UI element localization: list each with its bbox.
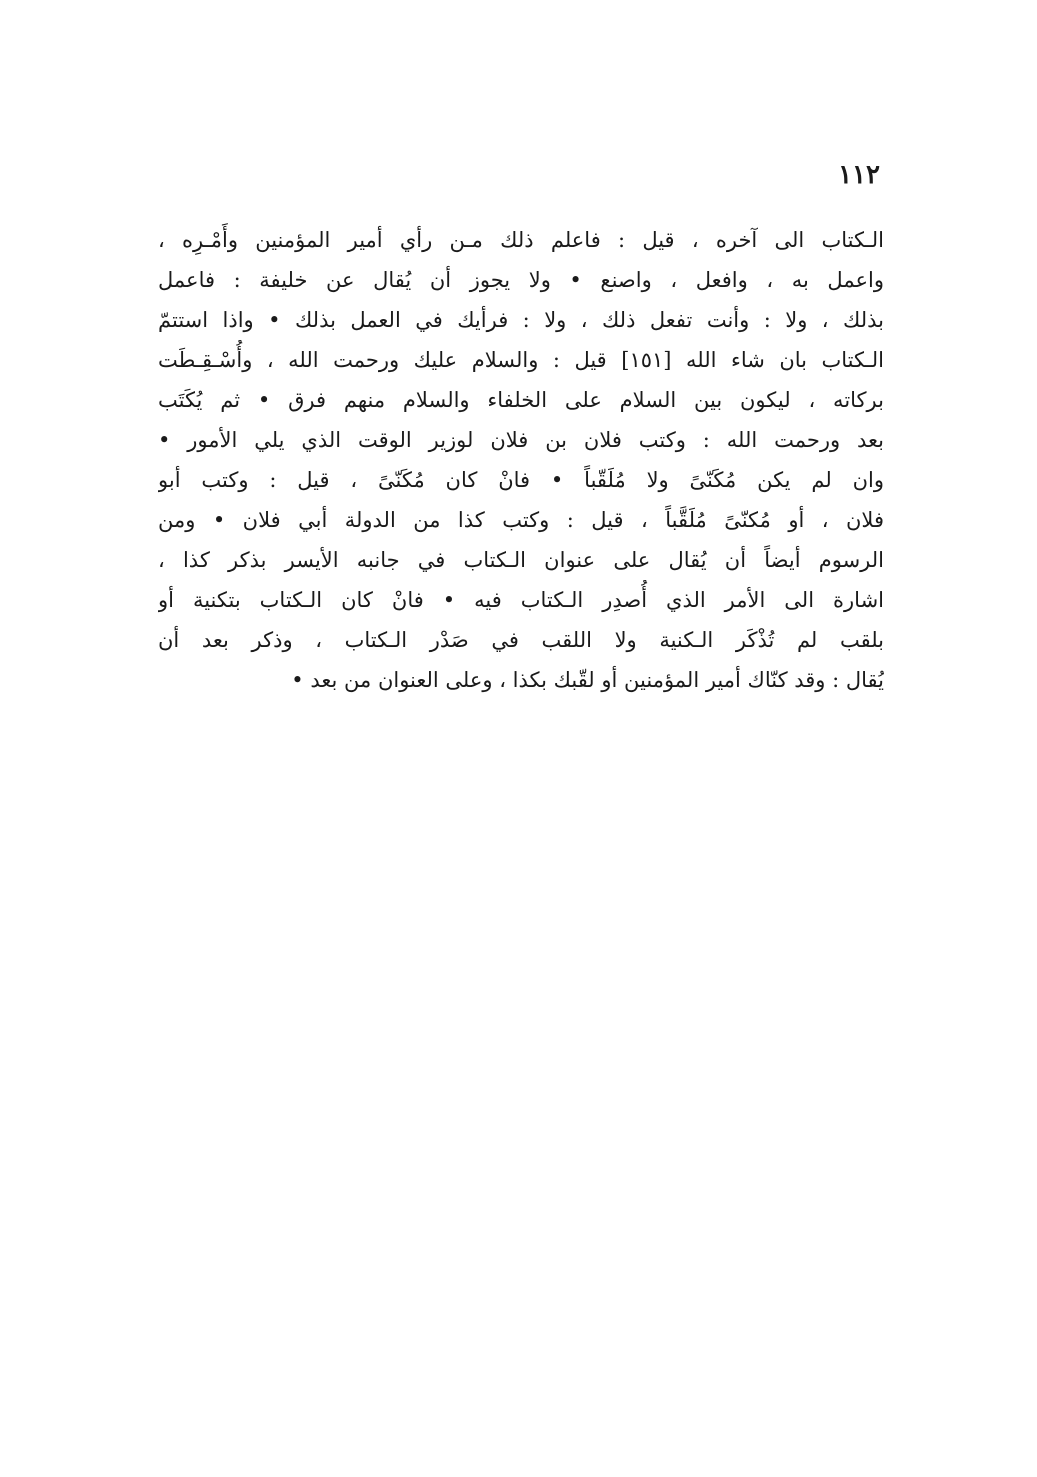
text-line: الـكتاب الى آخره ، قيل : فاعلم ذلك مـن رأي أمير المؤمنين وأَمْـرِه ، <box>158 228 884 252</box>
body-text <box>158 220 884 700</box>
text-line: فلان ، أو مُكنّىً مُلَقَّباً ، قيل : وكتب كذا من الدولة أبي فلان • ومن <box>158 508 884 532</box>
text-line: اشارة الى الأمر الذي أُصدِر الـكتاب فيه • فانْ كان الـكتاب بتكنية أو <box>158 588 884 612</box>
text-line: الـكتاب بان شاء الله [١٥١] قيل : والسلام عليك ورحمت الله ، وأُسْـقِـطَت <box>158 348 884 372</box>
text-line: بلقب لم تُذْكَر الـكنية ولا اللقب في صَدْر الـكتاب ، وذكر بعد أن <box>158 628 884 652</box>
text-line: واعمل به ، وافعل ، واصنع • ولا يجوز أن يُقال عن خليفة : فاعمل <box>158 268 884 292</box>
text-line: يُقال : وقد كنّاك أمير المؤمنين أو لقّبك بكذا ، وعلى العنوان من بعد • <box>291 668 884 692</box>
text-line: وان لم يكن مُكَنّىً ولا مُلَقّباً • فانْ كان مُكَنّىً ، قيل : وكتب أبو <box>158 468 884 492</box>
text-line: بعد ورحمت الله : وكتب فلان بن فلان لوزير الوقت الذي يلي الأمور • <box>158 428 884 452</box>
text-line: الرسوم أيضاً أن يُقال على عنوان الـكتاب في جانبه الأيسر بذكر كذا ، <box>158 548 884 572</box>
page-number: ١١٢ <box>838 160 880 190</box>
text-line: بذلك ، ولا : وأنت تفعل ذلك ، ولا : فرأيك في العمل بذلك • واذا استتمّ <box>158 308 884 332</box>
text-line: بركاته ، ليكون بين السلام على الخلفاء والسلام منهم فرق • ثم يُكَتَب <box>158 388 884 412</box>
